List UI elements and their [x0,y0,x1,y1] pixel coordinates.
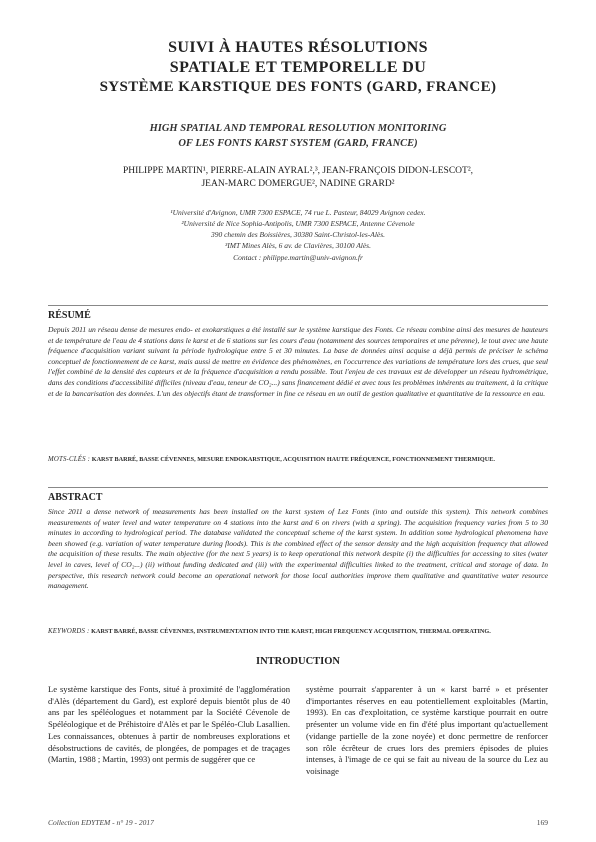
affiliation-1: ¹Université d'Avignon, UMR 7300 ESPACE, 74 rue L. Pasteur, 84029 Avignon cedex. [170,208,426,217]
authors-line-2: JEAN-MARC DOMERGUE², NADINE GRARD² [201,179,395,189]
resume-text: Depuis 2011 un réseau dense de mesures endo- et exokarstiques a été installé sur le système karstique des Fonts. Ce réseau combine ainsi des mesures de hauteurs et de température de l'eau de 4 stations dans le karst et de 6 stations sur les cours d'eau (notamment des sources temporaires et une pérenne), le tout avec une haute fréquence d'acquisition variant suivant la période hydrologique entre 5 et 30 minutes. La base de données ainsi acquise a déjà permis de préciser le schéma conceptuel de fonctionnement de ce karst, mais aussi de mettre en évidence des phénomènes, en l'occurrence des variations de température lors des crues, que seul l'effet combiné de la densité des capteurs et de la fréquence d'acquisition a rendu possible. Tout l'enjeu de ces travaux est de développer un réseau hydrométrique, dans des conditions d'accessibilité difficiles (niveau d'eau, teneur de CO₂...) sans financement dédié et avec tous les problèmes inhérents au traitement, à la critique et de la bancarisation des données. L'un des objectifs étant de transformer in fine ce réseau en un outil de gestion qualitative et quantitative de la ressource en eau. [48,325,548,398]
resume-keywords [48,455,548,465]
page-number: 169 [536,818,548,827]
subtitle-line-2: OF LES FONTS KARST SYSTEM (GARD, FRANCE) [178,138,418,149]
footer-collection: Collection EDYTEM - n° 19 - 2017 [48,818,154,827]
resume-heading: RÉSUMÉ [48,310,91,321]
contact-email: Contact : philippe.martin@univ-avignon.fr [233,253,363,262]
resume-keywords-list: KARST BARRÉ, BASSE CÉVENNES, MESURE ENDOKARSTIQUE, ACQUISITION HAUTE FRÉQUENCE, FONCTIONNEMENT THERMIQUE. [91,456,495,463]
affiliation-4: ³IMT Mines Alès, 6 av. de Clavières, 30100 Alès. [225,241,371,250]
abstract-keywords-list: KARST BARRÉ, BASSE CÉVENNES, INSTRUMENTATION INTO THE KARST, HIGH FREQUENCY ACQUISITION, THERMAL OPERATING. [91,628,491,635]
title-line-3: SYSTÈME KARSTIQUE DES FONTS (GARD, FRANCE) [99,79,497,95]
resume-rule [48,305,548,306]
abstract-keywords-label: KEYWORDS : [48,628,90,635]
abstract-heading: ABSTRACT [48,492,103,503]
abstract-text: Since 2011 a dense network of measurements has been installed on the karst system of Lez Fonts (into and outside this system). This network combines measurements of water level and water temperature on 4 stations into the karst and 6 on rivers (with a spring). The acquisition frequency varies from 5 to 30 minutes in according to hydrological period. The database validated the conceptual scheme of the karst system. In addition some hydrological phenomena have been showed (e.g. variation of water temperature during floods). This is the combined effect of the sensor density and the high acquisition frequency that allowed the acquisition of these results. The main objective (for the next 5 years) is to keep operational this network despite (i) the difficulties for accessing to sites (water level in caves, level of CO₂...) (ii) without funding dedicated and (iii) with the experimental difficulties linked to the treatment, critical and storage of data. In perspective, this research network could become an operational network for those local authorities improve them qualitative and quantitative water resource management. [48,507,548,591]
introduction-column-1: Le système karstique des Fonts, situé à proximité de l'agglomération d'Alès (département du Gard), est exploré depuis bientôt plus de 40 ans par les spéléologues et notamment par la Société Cévenole de Spéléologique et de Préhistoire d'Alès et par le Spéléo-Club Lasallien. Les connaissances, obtenues à partir de nombreuses explorations et désobstructions de cavités, de plongées, de pompages et de traçages (Martin, 1988 ; Martin, 1993) ont permis de suggérer que ce [48,684,290,765]
authors-line-1: PHILIPPE MARTIN¹, PIERRE-ALAIN AYRAL²,³, JEAN-FRANÇOIS DIDON-LESCOT², [122,166,474,176]
introduction-column-2: système pourrait s'apparenter à un « karst barré » et présenter d'importantes réserves en eau potentiellement exploitables (Martin, 1993). En cas d'exploitation, ce système karstique pourrait en outre présenter un volume vide en fin d'été plus important qu'actuellement (vidange partielle de la zone noyée) et donc permettre de renforcer son rôle écrêteur de crues lors des premiers épisodes de pluies intenses, à l'image de ce qui se fait au niveau de la source du Lez au voisinage [306,684,548,776]
affiliation-2: ²Université de Nice Sophia-Antipolis, UMR 7300 ESPACE, Antenne Cévenole [181,219,415,228]
title-line-2: SPATIALE ET TEMPORELLE DU [169,59,427,76]
abstract-rule [48,487,548,488]
introduction-heading: INTRODUCTION [255,656,340,667]
abstract-keywords [48,627,548,637]
resume-keywords-label: MOTS-CLÉS : [48,456,91,463]
affiliation-3: 390 chemin des Boissières, 30380 Saint-Christol-les-Alès. [210,230,386,239]
title-line-1: SUIVI À HAUTES RÉSOLUTIONS [168,39,428,56]
subtitle-line-1: HIGH SPATIAL AND TEMPORAL RESOLUTION MONITORING [149,123,447,134]
